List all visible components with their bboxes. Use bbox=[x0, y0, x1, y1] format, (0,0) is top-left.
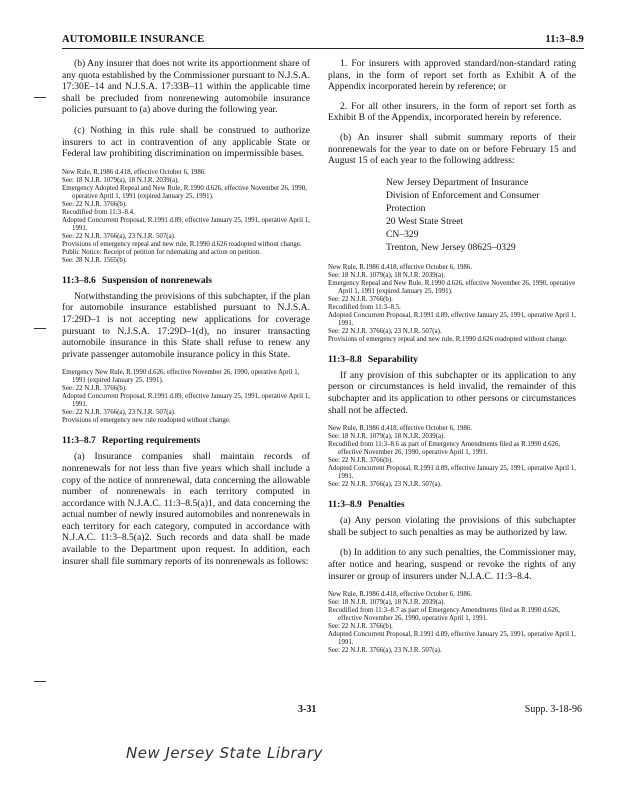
address-line: Trenton, New Jersey 08625–0329 bbox=[386, 241, 516, 253]
running-header bbox=[62, 34, 584, 49]
source-line: See: 18 N.J.R. 1079(a), 18 N.J.R. 2039(a). bbox=[62, 176, 180, 184]
right-column bbox=[328, 58, 576, 665]
list-item: 2. For all other insurers, in the form of report set forth as Exhibit B of the Appendix, incorporated herein by reference. bbox=[328, 100, 576, 124]
source-line: Emergency Repeal and New Rule, R.1990 d.626, effective November 26, 1990, operative April 1, 1991 (expired January 25, 1991). bbox=[328, 279, 576, 295]
section-number: 11:3–8.6 bbox=[62, 274, 96, 286]
source-line: Adopted Concurrent Proposal, R.1991 d.89, effective January 25, 1991, operative April 1, 1991. bbox=[328, 631, 576, 647]
source-line: Recodified from 11:3–8.6 as part of Emergency Amendments filed as R.1990 d.626, effective November 26, 1990, operative April 1, 1991. bbox=[328, 441, 561, 457]
section-title: Penalties bbox=[367, 499, 405, 511]
source-line: Adopted Concurrent Proposal, R.1991 d.89, effective January 25, 1991, operative April 1, 1991. bbox=[328, 465, 576, 481]
source-line: Emergency Adopted Repeal and New Rule, R.1990 d.626, effective November 26, 1990, operative April 1, 1991 (expired January 25, 1991). bbox=[62, 184, 307, 200]
paragraph-b: (b) An insurer shall submit summary reports of their nonrenewals for the year to date on or before February 15 and August 15 of each year to the following address: bbox=[328, 131, 576, 167]
source-note bbox=[62, 169, 310, 265]
section-title: Reporting requirements bbox=[101, 435, 201, 447]
source-line: Adopted Concurrent Proposal, R.1991 d.89, effective January 25, 1991, operative April 1, 1991. bbox=[62, 216, 310, 232]
list-item: 1. For insurers with approved standard/non-standard rating plans, in the form of report set forth as Exhibit A of the Appendix incorporated herein by reference; or bbox=[328, 58, 576, 93]
page-number: 3-31 bbox=[298, 704, 317, 715]
address-line: Division of Enforcement and Consumer Protection bbox=[386, 189, 540, 214]
address-line: 20 West State Street bbox=[386, 215, 464, 227]
source-line: New Rule, R.1986 d.418, effective October 6, 1986. bbox=[62, 168, 206, 176]
source-line: Emergency New Rule, R.1990 d.626, effective November 26, 1990, operative April 1, 1991 (expired January 25, 1991). bbox=[62, 369, 300, 385]
source-line: See: 22 N.J.R. 3766(a), 23 N.J.R. 507(a). bbox=[328, 481, 442, 489]
source-line: See: 18 N.J.R. 1079(a), 18 N.J.R. 2039(a). bbox=[328, 433, 446, 441]
source-line: See: 22 N.J.R. 3766(b). bbox=[328, 295, 393, 303]
source-line: See: 28 N.J.R. 1565(b). bbox=[62, 256, 127, 264]
left-column bbox=[62, 58, 310, 576]
source-line: See: 22 N.J.R. 3766(a), 23 N.J.R. 507(a). bbox=[62, 232, 176, 240]
source-note bbox=[328, 591, 576, 655]
source-line: Provisions of emergency repeal and new rule, R.1990 d.626 readopted without change. bbox=[62, 240, 302, 248]
source-line: See: 22 N.J.R. 3766(b). bbox=[328, 457, 393, 465]
source-note bbox=[328, 425, 576, 489]
section-text: If any provision of this subchapter or its application to any person or circumstances is held invalid, the remainder of this subchapter and its application to other persons or circumstances shall not be affected. bbox=[328, 369, 576, 416]
source-line: See: 22 N.J.R. 3766(a), 23 N.J.R. 507(a). bbox=[328, 327, 442, 335]
source-line: New Rule, R.1986 d.418, effective October 6, 1986. bbox=[328, 425, 472, 433]
source-line: Adopted Concurrent Proposal, R.1991 d.89, effective January 25, 1991, operative April 1, 1991. bbox=[328, 311, 576, 327]
mailing-address bbox=[386, 176, 576, 254]
source-line: See: 22 N.J.R. 3766(a), 23 N.J.R. 507(a). bbox=[328, 647, 442, 655]
address-line: New Jersey Department of Insurance bbox=[386, 176, 529, 188]
source-line: See: 18 N.J.R. 1079(a), 18 N.J.R. 2039(a). bbox=[328, 599, 446, 607]
source-line: Recodified from 11:3–8.5. bbox=[328, 303, 401, 311]
source-note bbox=[328, 264, 576, 344]
section-text: Notwithstanding the provisions of this subchapter, if the plan for automobile insurance established pursuant to N.J.S.A. 17:29D–1 is not accepting new applications for coverage pursuant to N.J.S.A. 17:29D–1(d), no insurer transacting automobile insurance in this State shall refuse to renew any private passenger automobile insurance policy in this State. bbox=[62, 290, 310, 360]
header-section: 11:3–8.9 bbox=[545, 34, 584, 45]
margin-mark bbox=[34, 681, 46, 682]
paragraph-c: (c) Nothing in this rule shall be construed to authorize insurers to act in contravention of any applicable State or Federal law prohibiting discrimination on impermissible bases. bbox=[62, 124, 310, 160]
section-title: Separability bbox=[367, 353, 418, 365]
section-text: (a) Insurance companies shall maintain records of nonrenewals for not less than five years which shall include a copy of the notice of nonrenewal, data concerning the allowable number of nonrenewals in each territory computed in accordance with N.J.A.C. 11:3–8.5(a)1, and data concerning the actual number of newly insured automobiles and nonrenewals in each territory for each category, computed in accordance with N.J.A.C. 11:3–8.5(a)2. Such records and data shall be made available to the Department upon request. In addition, each insurer shall file summary reports of its nonrenewals as follows: bbox=[62, 451, 310, 567]
section-title: Suspension of nonrenewals bbox=[101, 274, 213, 286]
source-line: See: 22 N.J.R. 3766(b). bbox=[62, 200, 127, 208]
section-number: 11:3–8.8 bbox=[328, 353, 362, 365]
section-heading bbox=[328, 354, 576, 365]
source-line: Recodified from 11:3–8.4. bbox=[62, 208, 135, 216]
source-line: See: 18 N.J.R. 1079(a), 18 N.J.R. 2039(a). bbox=[328, 271, 446, 279]
section-number: 11:3–8.9 bbox=[328, 499, 362, 511]
section-heading bbox=[62, 275, 310, 286]
source-line: Provisions of emergency repeal and new rule, R.1990 d.626 readopted without change. bbox=[328, 335, 568, 343]
paragraph-b: (b) Any insurer that does not write its apportionment share of any quota established by the Commissioner pursuant to N.J.S.A. 17:30E–14 and N.J.S.A. 17:33B–11 within the applicable time shall be precluded from nonrenewing automobile insurance policies pursuant to (a) above during the following year. bbox=[62, 58, 310, 116]
source-line: New Rule, R.1986 d.418, effective October 6, 1986. bbox=[328, 591, 472, 599]
margin-mark bbox=[34, 97, 46, 98]
source-line: Public Notice: Receipt of petition for rulemaking and action on petition. bbox=[62, 248, 261, 256]
source-line: See: 22 N.J.R. 3766(a), 23 N.J.R. 507(a). bbox=[62, 409, 176, 417]
source-line: See: 22 N.J.R. 3766(b). bbox=[62, 385, 127, 393]
section-number: 11:3–8.7 bbox=[62, 435, 96, 447]
section-text: (b) In addition to any such penalties, the Commissioner may, after notice and hearing, suspend or revoke the rights of any insurer or group of insurers under N.J.A.C. 11:3–8.4. bbox=[328, 547, 576, 582]
address-line: CN–329 bbox=[386, 228, 419, 240]
section-text: (a) Any person violating the provisions of this subchapter shall be subject to such penalties as may be authorized by law. bbox=[328, 515, 576, 538]
library-stamp: New Jersey State Library bbox=[126, 744, 323, 762]
source-line: New Rule, R.1986 d.418, effective October 6, 1986. bbox=[328, 263, 472, 271]
source-line: Provisions of emergency new rule readopted without change. bbox=[62, 417, 231, 425]
source-note bbox=[62, 369, 310, 425]
header-title: AUTOMOBILE INSURANCE bbox=[62, 34, 205, 45]
supplement-date: Supp. 3-18-96 bbox=[524, 704, 582, 715]
source-line: Adopted Concurrent Proposal, R.1991 d.89, effective January 25, 1991, operative April 1, 1991. bbox=[62, 393, 310, 409]
section-heading bbox=[328, 499, 576, 510]
source-line: Recodified from 11:3–8.7 as part of Emergency Amendments filed as R.1990 d.626, effective November 26, 1990, operative April 1, 1991. bbox=[328, 607, 561, 623]
margin-mark bbox=[34, 328, 46, 329]
section-heading bbox=[62, 435, 310, 446]
source-line: See: 22 N.J.R. 3766(b). bbox=[328, 623, 393, 631]
